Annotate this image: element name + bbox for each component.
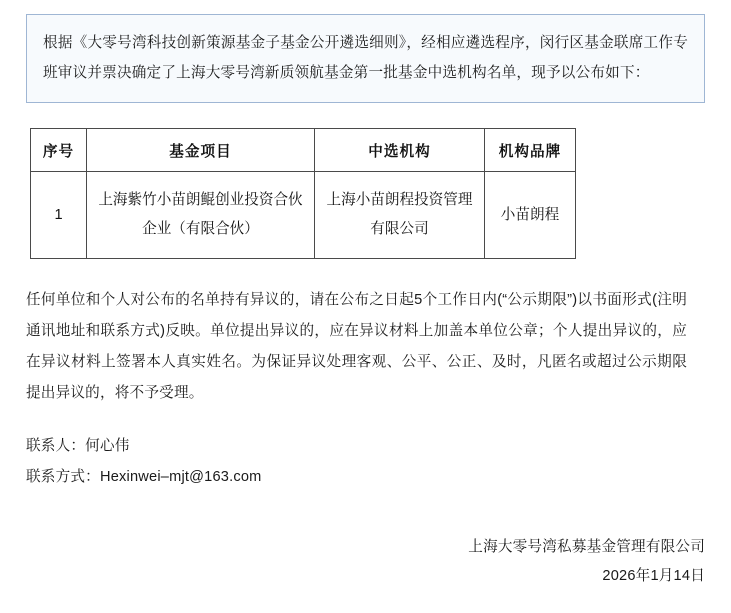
contact-method: 联系方式：Hexinwei–mjt@163.com — [26, 469, 262, 485]
contact-person: 联系人：何心伟 — [26, 438, 130, 454]
award-table-container — [26, 128, 705, 259]
table-row — [31, 172, 576, 259]
signature-date: 2026年1月14日 — [602, 568, 705, 584]
cell-brand: 小苗朗程 — [485, 172, 576, 259]
intro-notice-box — [26, 14, 705, 103]
award-table — [30, 128, 576, 259]
signature-organization: 上海大零号湾私募基金管理有限公司 — [468, 539, 705, 555]
cell-organization: 上海小苗朗程投资管理有限公司 — [315, 172, 485, 259]
table-header-brand: 机构品牌 — [485, 129, 576, 172]
cell-project: 上海紫竹小苗朗鲲创业投资合伙企业（有限合伙） — [87, 172, 315, 259]
table-header-organization: 中选机构 — [315, 129, 485, 172]
document-page — [0, 14, 731, 613]
cell-no: 1 — [31, 172, 87, 259]
table-header-project: 基金项目 — [87, 129, 315, 172]
intro-text: 根据《大零号湾科技创新策源基金子基金公开遴选细则》，经相应遴选程序，闵行区基金联席工作专班审议并票决确定了上海大零号湾新质领航基金第一批基金中选机构名单，现予以公布如下： — [43, 35, 688, 81]
table-header-row — [31, 129, 576, 172]
table-header-no: 序号 — [31, 129, 87, 172]
objection-paragraph: 任何单位和个人对公布的名单持有异议的，请在公布之日起5个工作日内(“公示期限”)以书面形式(注明通讯地址和联系方式)反映。单位提出异议的，应在异议材料上加盖本单位公章；个人提出异议的，应在异议材料上签署本人真实姓名。为保证异议处理客观、公平、公正、及时，凡匿名或超过公示期限提出异议的，将不予受理。 — [26, 292, 687, 401]
signature-block — [468, 533, 705, 591]
contact-block — [26, 431, 705, 493]
